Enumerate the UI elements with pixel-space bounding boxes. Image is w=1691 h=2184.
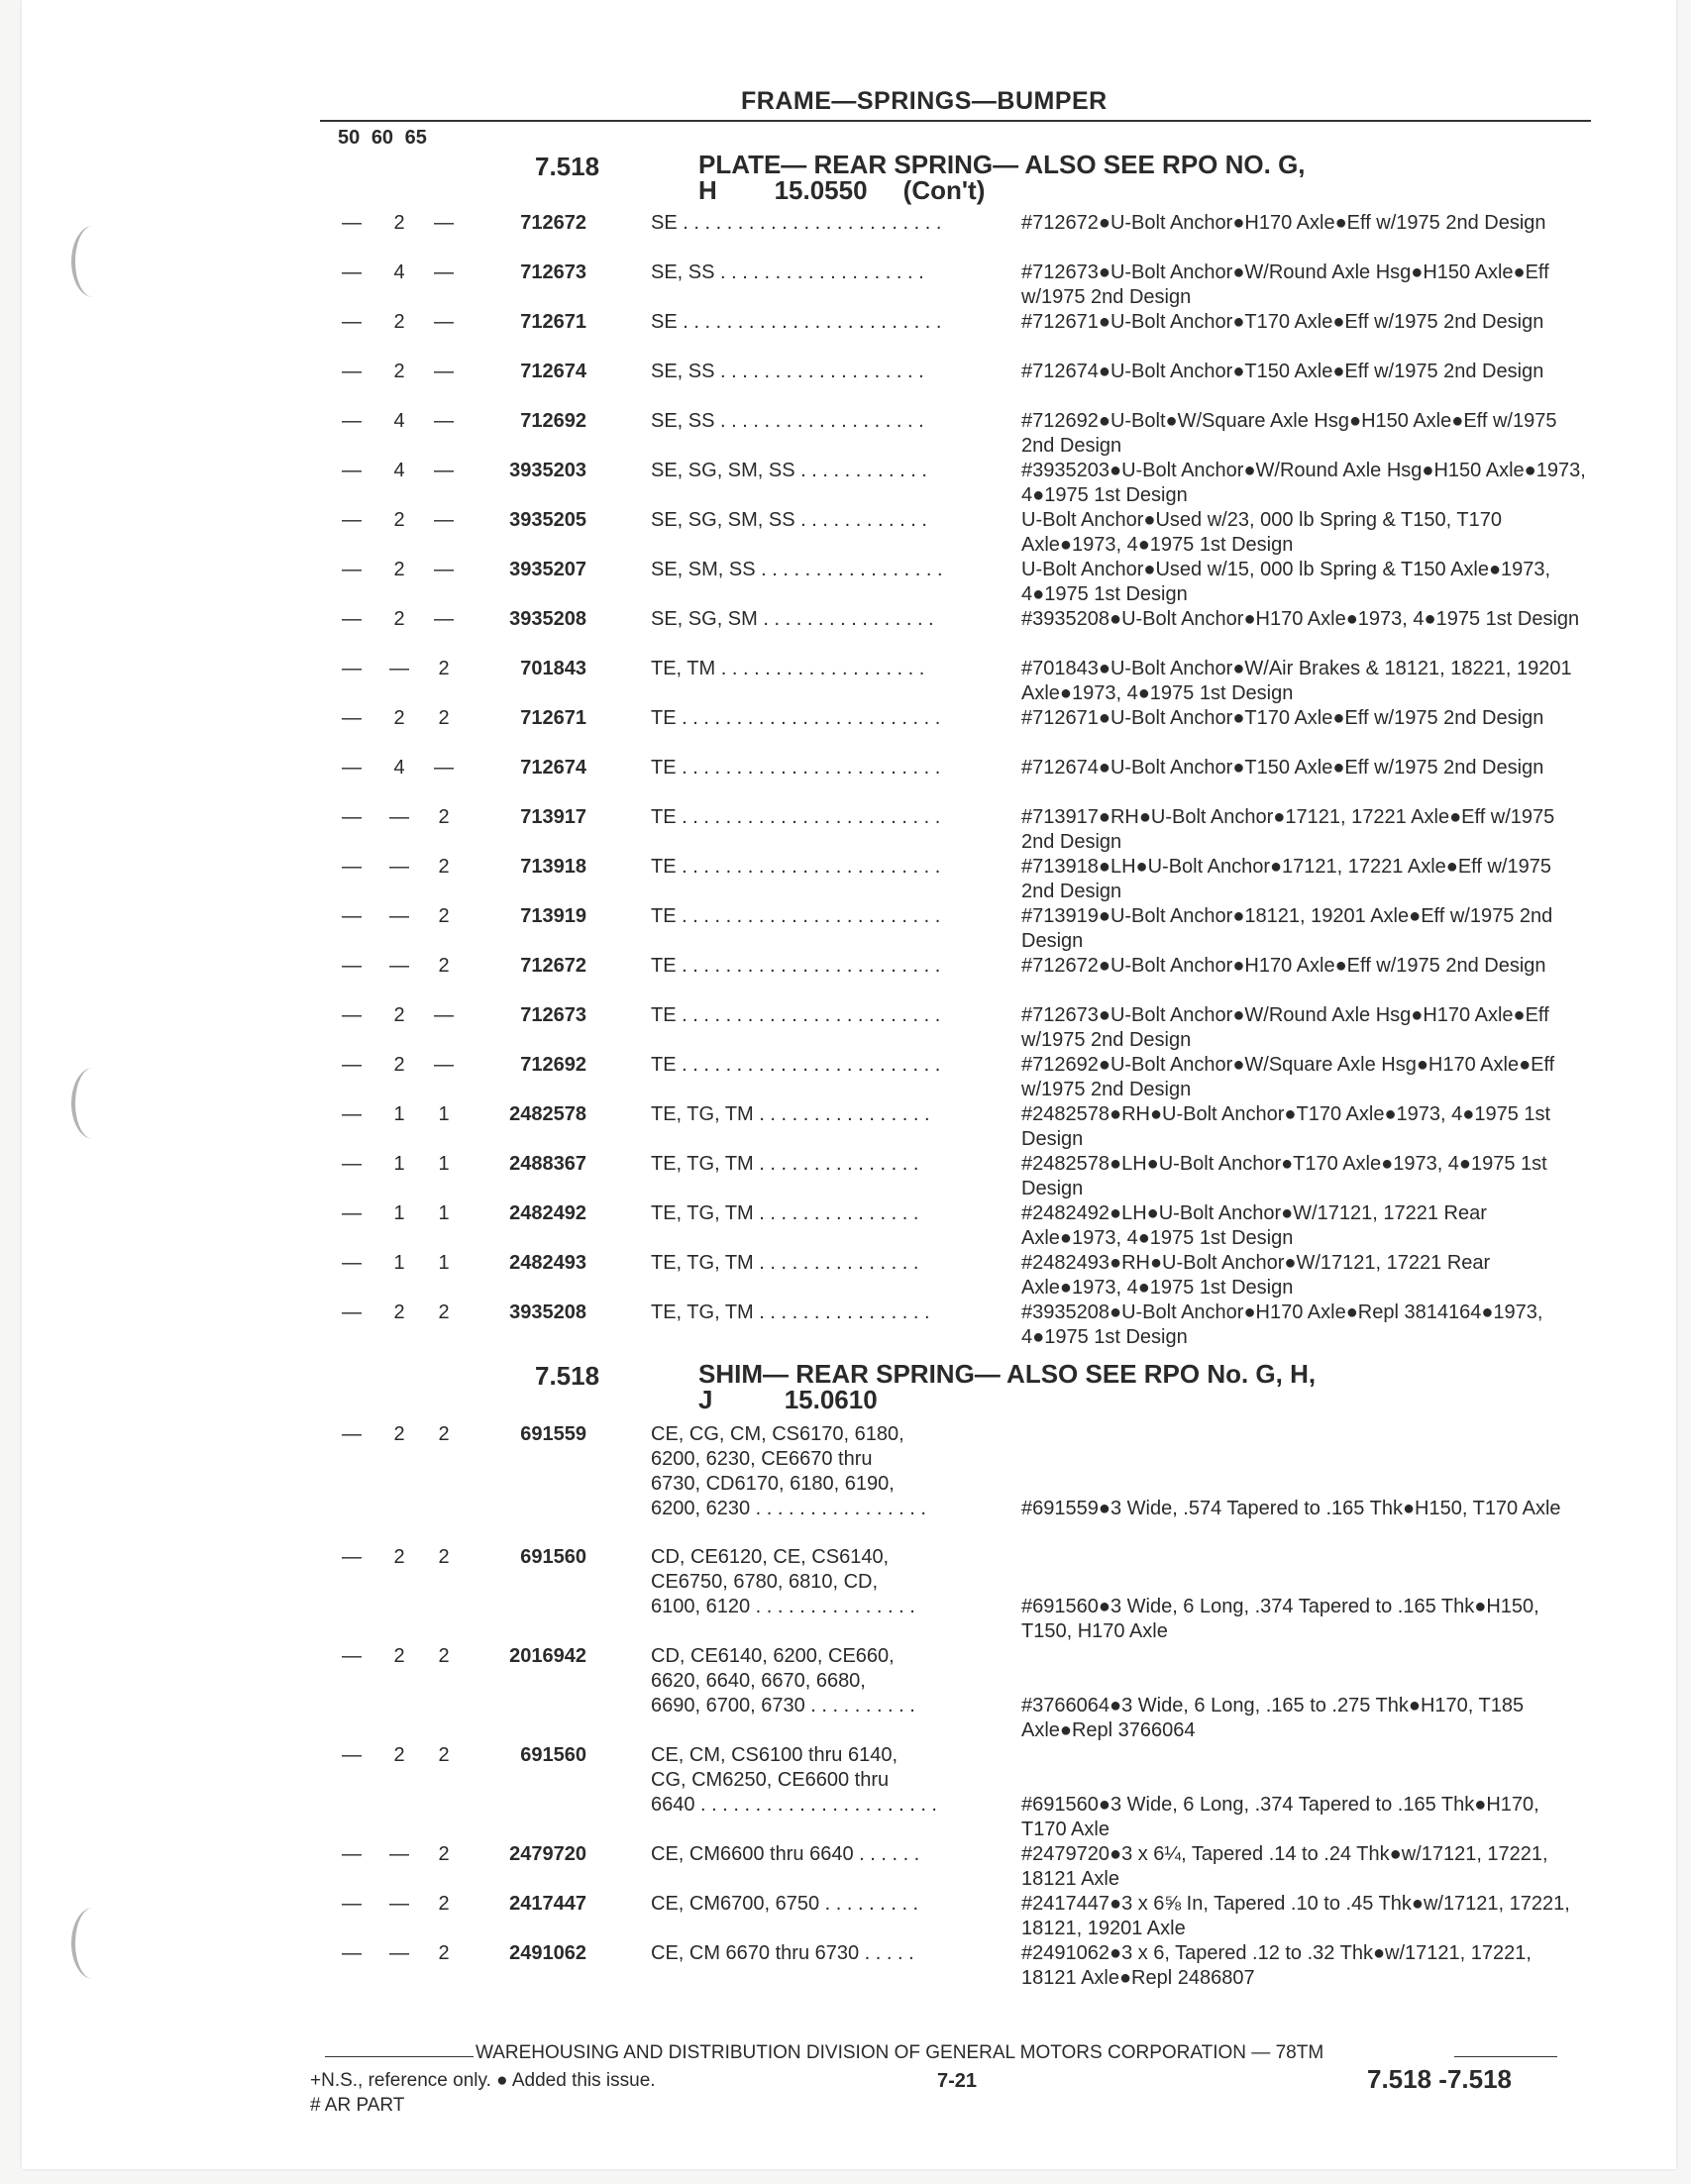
section-title-line1: PLATE— REAR SPRING— ALSO SEE RPO NO. G,: [698, 150, 1306, 179]
table-row: [0, 558, 1684, 607]
application-models: TE, TG, TM . . . . . . . . . . . . . . . .: [651, 1301, 930, 1323]
application-models: TE, TG, TM . . . . . . . . . . . . . . .: [651, 1153, 919, 1175]
part-description: #712692●U-Bolt●W/Square Axle Hsg●H150 Axle●Eff w/1975 2nd Design: [1021, 410, 1557, 457]
application-models: TE . . . . . . . . . . . . . . . . . . . . . . . .: [651, 1004, 941, 1026]
part-number: 3935203: [509, 460, 586, 481]
binder-hole: [71, 1908, 115, 1979]
application-models: [651, 1842, 998, 1867]
application-models: [651, 1892, 998, 1917]
qty-50: —: [342, 1004, 362, 1026]
part-description: U-Bolt Anchor●Used w/15, 000 lb Spring & T150 Axle●1973, 4●1975 1st Design: [1021, 559, 1551, 605]
application-models: TE . . . . . . . . . . . . . . . . . . . . . . . .: [651, 707, 941, 729]
part-description: #2482493●RH●U-Bolt Anchor●W/17121, 17221 Rear Axle●1973, 4●1975 1st Design: [1021, 1252, 1491, 1299]
footer-division: WAREHOUSING AND DISTRIBUTION DIVISION OF GENERAL MOTORS CORPORATION — 78TM: [476, 2042, 1324, 2063]
qty-60: —: [389, 856, 409, 878]
part-number: 3935207: [509, 559, 586, 580]
section-title-line1: SHIM— REAR SPRING— ALSO SEE RPO No. G, H,: [698, 1359, 1317, 1389]
qty-50: —: [342, 1645, 362, 1667]
qty-60: —: [389, 905, 409, 927]
application-models: [651, 1545, 998, 1619]
section-number: 7.518: [535, 152, 600, 181]
application-line: CD, CE6140, 6200, CE660,: [651, 1645, 895, 1667]
qty-65: —: [434, 1004, 454, 1026]
qty-50: —: [342, 1301, 362, 1323]
part-number: 3935208: [509, 608, 586, 630]
qty-50: —: [342, 212, 362, 234]
qty-50: —: [342, 1054, 362, 1076]
part-description: #2491062●3 x 6, Tapered .12 to .32 Thk●w/17121, 17221, 18121 Axle●Repl 2486807: [1021, 1942, 1532, 1989]
model-60: 60: [370, 127, 394, 149]
qty-65: 2: [438, 955, 450, 977]
part-number: 2016942: [509, 1645, 586, 1667]
qty-65: 2: [438, 1645, 450, 1667]
part-description: #691559●3 Wide, .574 Tapered to .165 Thk●H150, T170 Axle: [1021, 1498, 1561, 1519]
part-number: 712692: [520, 1054, 586, 1076]
qty-65: 1: [438, 1103, 450, 1125]
application-models: SE, SM, SS . . . . . . . . . . . . . . . . .: [651, 559, 943, 580]
part-number: 712673: [520, 1004, 586, 1026]
qty-50: —: [342, 1252, 362, 1274]
part-description: #713919●U-Bolt Anchor●18121, 19201 Axle●Eff w/1975 2nd Design: [1021, 905, 1553, 952]
table-row: [0, 1201, 1684, 1251]
section-number: 7.518: [535, 1361, 600, 1391]
model-50: 50: [338, 127, 361, 149]
footer-rule-left: [325, 2056, 474, 2057]
application-models: SE . . . . . . . . . . . . . . . . . . . . . . . .: [651, 311, 942, 333]
part-description: #2482578●RH●U-Bolt Anchor●T170 Axle●1973, 4●1975 1st Design: [1021, 1103, 1551, 1150]
part-number: 713918: [520, 856, 586, 878]
qty-65: —: [434, 410, 454, 432]
part-number: 691559: [520, 1423, 586, 1445]
part-number: 2491062: [509, 1942, 586, 1964]
part-description: #3935203●U-Bolt Anchor●W/Round Axle Hsg●H150 Axle●1973, 4●1975 1st Design: [1021, 460, 1586, 506]
part-description: #701843●U-Bolt Anchor●W/Air Brakes & 18121, 18221, 19201 Axle●1973, 4●1975 1st Design: [1021, 658, 1572, 704]
qty-60: 2: [393, 1004, 405, 1026]
part-description: #712672●U-Bolt Anchor●H170 Axle●Eff w/1975 2nd Design: [1021, 955, 1546, 977]
part-description: #712673●U-Bolt Anchor●W/Round Axle Hsg●H150 Axle●Eff w/1975 2nd Design: [1021, 261, 1549, 308]
part-number: 712671: [520, 707, 586, 729]
table-row: [0, 360, 1684, 409]
part-number: 712692: [520, 410, 586, 432]
page-header: FRAME—SPRINGS—BUMPER: [741, 87, 1108, 115]
qty-50: —: [342, 1202, 362, 1224]
application-models: TE . . . . . . . . . . . . . . . . . . . . . . . .: [651, 1054, 941, 1076]
table-row: [0, 954, 1684, 1003]
part-description: #2479720●3 x 6¼, Tapered .14 to .24 Thk●w/17121, 17221, 18121 Axle: [1021, 1843, 1548, 1890]
qty-60: 2: [393, 1423, 405, 1445]
part-description: #3766064●3 Wide, 6 Long, .165 to .275 Thk●H170, T185 Axle●Repl 3766064: [1021, 1695, 1525, 1741]
qty-65: —: [434, 757, 454, 779]
table-row: [0, 260, 1684, 310]
application-models: TE . . . . . . . . . . . . . . . . . . . . . . . .: [651, 905, 941, 927]
qty-50: —: [342, 905, 362, 927]
qty-65: 2: [438, 1301, 450, 1323]
application-models: TE, TG, TM . . . . . . . . . . . . . . .: [651, 1202, 919, 1224]
qty-65: 2: [438, 1744, 450, 1766]
qty-65: 2: [438, 658, 450, 679]
qty-50: —: [342, 1546, 362, 1568]
application-line: CE, CG, CM, CS6170, 6180,: [651, 1423, 904, 1445]
application-line: 6200, 6230 . . . . . . . . . . . . . . . .: [651, 1498, 926, 1519]
qty-60: 2: [393, 608, 405, 630]
part-description: #712674●U-Bolt Anchor●T150 Axle●Eff w/1975 2nd Design: [1021, 361, 1544, 382]
application-models: [651, 1422, 998, 1521]
application-models: TE . . . . . . . . . . . . . . . . . . . . . . . .: [651, 955, 941, 977]
qty-50: —: [342, 1942, 362, 1964]
part-number: 691560: [520, 1546, 586, 1568]
application-line: 6200, 6230, CE6670 thru: [651, 1448, 873, 1470]
application-line: CD, CE6120, CE, CS6140,: [651, 1546, 890, 1568]
table-row: [0, 1251, 1684, 1300]
qty-60: 2: [393, 361, 405, 382]
qty-65: 2: [438, 856, 450, 878]
qty-65: —: [434, 608, 454, 630]
application-line: 6690, 6700, 6730 . . . . . . . . . .: [651, 1695, 915, 1716]
table-row: [0, 756, 1684, 805]
qty-50: —: [342, 1843, 362, 1865]
application-line: CG, CM6250, CE6600 thru: [651, 1769, 890, 1791]
table-row: [0, 1300, 1684, 1350]
application-models: TE, TM . . . . . . . . . . . . . . . . . . .: [651, 658, 925, 679]
part-number: 3935208: [509, 1301, 586, 1323]
table-row: [0, 1053, 1684, 1102]
qty-50: —: [342, 1893, 362, 1915]
part-description: #691560●3 Wide, 6 Long, .374 Tapered to .165 Thk●H170, T170 Axle: [1021, 1794, 1539, 1840]
table-row: [0, 211, 1684, 260]
qty-60: 2: [393, 311, 405, 333]
qty-50: —: [342, 1744, 362, 1766]
table-row: [0, 805, 1684, 855]
qty-50: —: [342, 410, 362, 432]
qty-60: 1: [393, 1153, 405, 1175]
part-description: #712673●U-Bolt Anchor●W/Round Axle Hsg●H170 Axle●Eff w/1975 2nd Design: [1021, 1004, 1549, 1051]
qty-60: 1: [393, 1202, 405, 1224]
qty-65: —: [434, 460, 454, 481]
qty-65: —: [434, 559, 454, 580]
part-description: #712674●U-Bolt Anchor●T150 Axle●Eff w/1975 2nd Design: [1021, 757, 1544, 779]
application-line: 6640 . . . . . . . . . . . . . . . . . . . . . .: [651, 1794, 937, 1816]
part-description: U-Bolt Anchor●Used w/23, 000 lb Spring & T150, T170 Axle●1973, 4●1975 1st Design: [1021, 509, 1502, 556]
qty-50: —: [342, 955, 362, 977]
part-description: #2482578●LH●U-Bolt Anchor●T170 Axle●1973, 4●1975 1st Design: [1021, 1153, 1547, 1199]
table-row: [0, 1003, 1684, 1053]
part-description: #3935208●U-Bolt Anchor●H170 Axle●Repl 3814164●1973, 4●1975 1st Design: [1021, 1301, 1543, 1348]
qty-65: 2: [438, 1843, 450, 1865]
qty-60: 2: [393, 559, 405, 580]
footnote-ns: +N.S., reference only. ● Added this issue.: [310, 2070, 656, 2091]
part-number: 713919: [520, 905, 586, 927]
application-models: TE, TG, TM . . . . . . . . . . . . . . .: [651, 1252, 919, 1274]
part-number: 2488367: [509, 1153, 586, 1175]
part-number: 701843: [520, 658, 586, 679]
application-models: TE . . . . . . . . . . . . . . . . . . . . . . . .: [651, 856, 941, 878]
qty-65: —: [434, 311, 454, 333]
header-rule: [320, 120, 1591, 122]
part-description: #713917●RH●U-Bolt Anchor●17121, 17221 Axle●Eff w/1975 2nd Design: [1021, 806, 1555, 853]
part-number: 2479720: [509, 1843, 586, 1865]
part-number: 712672: [520, 955, 586, 977]
qty-60: 4: [393, 757, 405, 779]
application-line: CE, CM, CS6100 thru 6140,: [651, 1744, 898, 1766]
application-models: SE, SS . . . . . . . . . . . . . . . . . . .: [651, 361, 924, 382]
section-title-line2: H 15.0550 (Con't): [698, 175, 986, 205]
part-description: #713918●LH●U-Bolt Anchor●17121, 17221 Axle●Eff w/1975 2nd Design: [1021, 856, 1551, 902]
qty-60: 4: [393, 460, 405, 481]
application-line: 6100, 6120 . . . . . . . . . . . . . . .: [651, 1596, 915, 1617]
application-models: SE . . . . . . . . . . . . . . . . . . . . . . . .: [651, 212, 942, 234]
qty-60: —: [389, 955, 409, 977]
qty-60: 4: [393, 261, 405, 283]
part-description: #3935208●U-Bolt Anchor●H170 Axle●1973, 4●1975 1st Design: [1021, 608, 1580, 630]
qty-60: 2: [393, 707, 405, 729]
application-models: SE, SG, SM . . . . . . . . . . . . . . . .: [651, 608, 934, 630]
table-row: [0, 1152, 1684, 1201]
table-row: [0, 310, 1684, 360]
qty-60: —: [389, 1942, 409, 1964]
qty-60: —: [389, 658, 409, 679]
application-models: SE, SG, SM, SS . . . . . . . . . . . .: [651, 509, 927, 531]
page-range: 7.518 -7.518: [1367, 2064, 1513, 2094]
model-columns: [338, 127, 427, 150]
qty-50: —: [342, 559, 362, 580]
application-models: TE, TG, TM . . . . . . . . . . . . . . . .: [651, 1103, 930, 1125]
qty-65: 1: [438, 1252, 450, 1274]
table-row: [0, 706, 1684, 756]
qty-60: 4: [393, 410, 405, 432]
qty-50: —: [342, 806, 362, 828]
qty-65: —: [434, 261, 454, 283]
application-models: SE, SG, SM, SS . . . . . . . . . . . .: [651, 460, 927, 481]
part-description: #2482492●LH●U-Bolt Anchor●W/17121, 17221 Rear Axle●1973, 4●1975 1st Design: [1021, 1202, 1487, 1249]
application-models: [651, 1941, 998, 1966]
application-line: CE6750, 6780, 6810, CD,: [651, 1571, 879, 1593]
model-65: 65: [404, 127, 427, 149]
qty-50: —: [342, 460, 362, 481]
application-models: [651, 1743, 998, 1818]
qty-60: 1: [393, 1103, 405, 1125]
qty-60: 1: [393, 1252, 405, 1274]
qty-60: 2: [393, 509, 405, 531]
qty-50: —: [342, 1153, 362, 1175]
page-number: 7-21: [937, 2070, 978, 2092]
application-line: 6730, CD6170, 6180, 6190,: [651, 1473, 895, 1495]
section-title: [698, 1361, 1316, 1412]
part-number: 2482578: [509, 1103, 586, 1125]
table-row: [0, 657, 1684, 706]
footer-rule-right: [1454, 2056, 1557, 2057]
application-models: TE . . . . . . . . . . . . . . . . . . . . . . . .: [651, 757, 941, 779]
application-models: SE, SS . . . . . . . . . . . . . . . . . . .: [651, 410, 924, 432]
qty-65: 2: [438, 806, 450, 828]
qty-60: 2: [393, 1744, 405, 1766]
footnote-ar: # AR PART: [310, 2095, 405, 2116]
part-description: #2417447●3 x 6⅝ In, Tapered .10 to .45 Thk●w/17121, 17221, 18121, 19201 Axle: [1021, 1893, 1570, 1939]
qty-50: —: [342, 509, 362, 531]
part-number: 712674: [520, 361, 586, 382]
qty-65: 1: [438, 1153, 450, 1175]
application-models: SE, SS . . . . . . . . . . . . . . . . . . .: [651, 261, 924, 283]
qty-50: —: [342, 707, 362, 729]
qty-65: 1: [438, 1202, 450, 1224]
qty-60: 2: [393, 212, 405, 234]
table-row: [0, 409, 1684, 459]
table-row: [0, 904, 1684, 954]
table-row: [0, 459, 1684, 508]
table-row: [0, 508, 1684, 558]
part-number: 2417447: [509, 1893, 586, 1915]
qty-60: 2: [393, 1645, 405, 1667]
qty-65: 2: [438, 1893, 450, 1915]
part-number: 713917: [520, 806, 586, 828]
qty-50: —: [342, 311, 362, 333]
part-number: 712673: [520, 261, 586, 283]
part-number: 712672: [520, 212, 586, 234]
table-row: [0, 1102, 1684, 1152]
part-description: #712692●U-Bolt Anchor●W/Square Axle Hsg●H170 Axle●Eff w/1975 2nd Design: [1021, 1054, 1555, 1100]
qty-65: 2: [438, 1423, 450, 1445]
application-line: 6620, 6640, 6670, 6680,: [651, 1670, 866, 1692]
qty-65: —: [434, 1054, 454, 1076]
qty-65: 2: [438, 707, 450, 729]
section-title-line2: J 15.0610: [698, 1385, 878, 1414]
qty-65: 2: [438, 1546, 450, 1568]
qty-65: —: [434, 509, 454, 531]
qty-50: —: [342, 261, 362, 283]
application-models: [651, 1644, 998, 1718]
section-title: [698, 152, 1306, 203]
part-number: 691560: [520, 1744, 586, 1766]
part-number: 2482492: [509, 1202, 586, 1224]
qty-65: —: [434, 212, 454, 234]
qty-50: —: [342, 658, 362, 679]
part-number: 2482493: [509, 1252, 586, 1274]
application-line: CE, CM 6670 thru 6730 . . . . .: [651, 1942, 914, 1964]
qty-50: —: [342, 1103, 362, 1125]
qty-50: —: [342, 757, 362, 779]
part-description: #712671●U-Bolt Anchor●T170 Axle●Eff w/1975 2nd Design: [1021, 707, 1544, 729]
qty-60: 2: [393, 1301, 405, 1323]
qty-60: —: [389, 1843, 409, 1865]
part-description: #712671●U-Bolt Anchor●T170 Axle●Eff w/1975 2nd Design: [1021, 311, 1544, 333]
table-row: [0, 855, 1684, 904]
application-line: CE, CM6600 thru 6640 . . . . . .: [651, 1843, 920, 1865]
table-row: [0, 607, 1684, 657]
part-number: 3935205: [509, 509, 586, 531]
qty-60: —: [389, 806, 409, 828]
part-number: 712674: [520, 757, 586, 779]
qty-60: 2: [393, 1054, 405, 1076]
qty-60: 2: [393, 1546, 405, 1568]
qty-50: —: [342, 361, 362, 382]
application-line: CE, CM6700, 6750 . . . . . . . . .: [651, 1893, 919, 1915]
qty-60: —: [389, 1893, 409, 1915]
qty-50: —: [342, 856, 362, 878]
application-models: TE . . . . . . . . . . . . . . . . . . . . . . . .: [651, 806, 941, 828]
part-number: 712671: [520, 311, 586, 333]
qty-65: 2: [438, 905, 450, 927]
qty-50: —: [342, 608, 362, 630]
qty-50: —: [342, 1423, 362, 1445]
part-description: #712672●U-Bolt Anchor●H170 Axle●Eff w/1975 2nd Design: [1021, 212, 1546, 234]
qty-65: —: [434, 361, 454, 382]
part-description: #691560●3 Wide, 6 Long, .374 Tapered to .165 Thk●H150, T150, H170 Axle: [1021, 1596, 1539, 1642]
qty-65: 2: [438, 1942, 450, 1964]
